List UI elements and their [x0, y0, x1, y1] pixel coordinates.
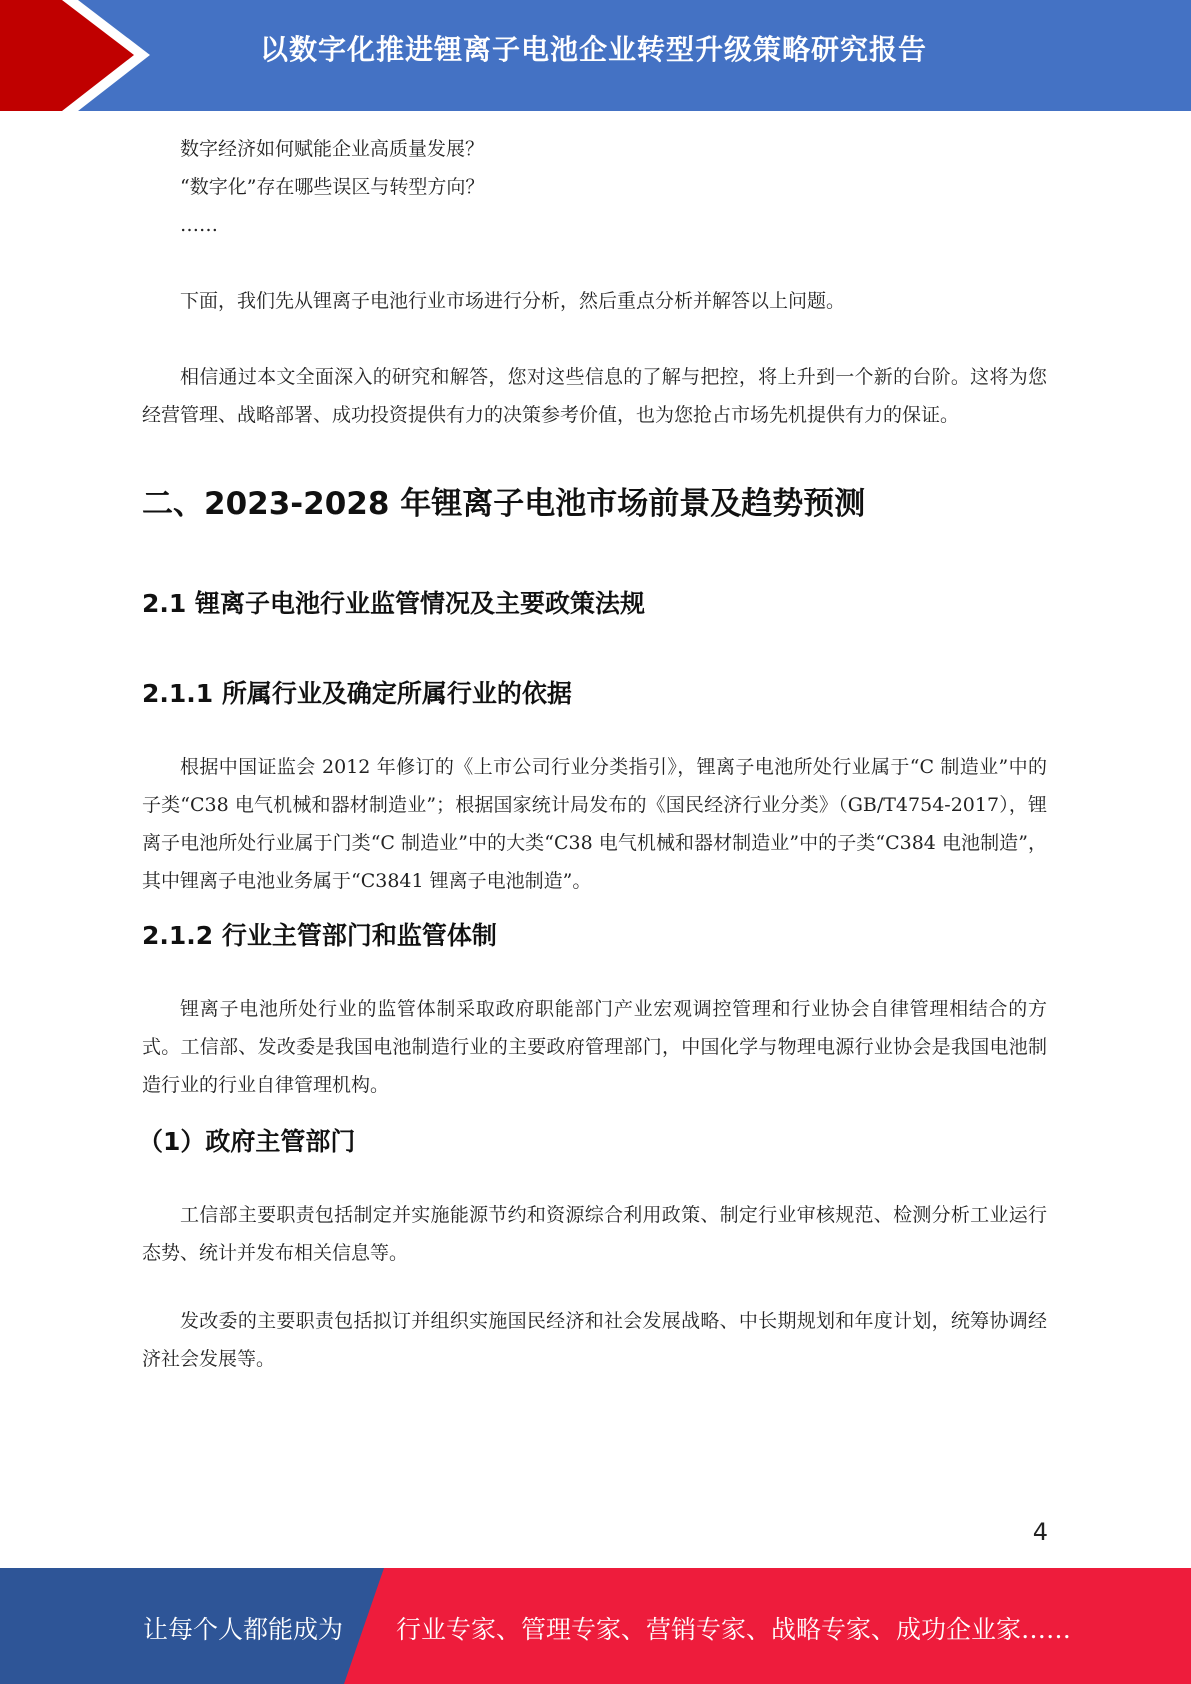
page-number: 4 [1032, 1518, 1048, 1546]
paragraph-intro-value: 相信通过本文全面深入的研究和解答，您对这些信息的了解与把控，将上升到一个新的台阶。这将为您经营管理、战略部署、成功投资提供有力的决策参考价值，也为您抢占市场先机提供有力的保证。 [142, 366, 1047, 426]
document-body [138, 130, 1047, 1378]
question-item: 数字经济如何赋能企业高质量发展？ [180, 138, 485, 160]
subsection-gov-dept-heading: （1）政府主管部门 [138, 1127, 356, 1156]
header-chevron-decoration [0, 0, 160, 111]
page-header [0, 0, 1191, 111]
section-2-1-1-heading: 2.1.1 所属行业及确定所属行业的依据 [142, 679, 572, 708]
footer-slogan-left: 让每个人都能成为 [143, 1615, 344, 1644]
question-ellipsis: …… [180, 214, 218, 236]
footer-slogan-right: 行业专家、管理专家、营销专家、战略专家、成功企业家…… [396, 1615, 1072, 1644]
section-2-1-heading: 2.1 锂离子电池行业监管情况及主要政策法规 [142, 589, 645, 618]
question-item: “数字化”存在哪些误区与转型方向？ [180, 176, 485, 198]
section-2-heading: 二、2023-2028 年锂离子电池市场前景及趋势预测 [142, 486, 866, 522]
paragraph-ndrc-duties: 发改委的主要职责包括拟订并组织实施国民经济和社会发展战略、中长期规划和年度计划，统筹协调经济社会发展等。 [142, 1310, 1047, 1370]
paragraph-industry-classification: 根据中国证监会 2012 年修订的《上市公司行业分类指引》，锂离子电池所处行业属于“C 制造业”中的子类“C38 电气机械和器材制造业”；根据国家统计局发布的《国民经济行业分类》（GB/T4754-2017），锂离子电池所处行业属于门类“C 制造业”中的大类“C38 电气机械和器材制造业”中的子类“C384 电池制造”，其中锂离子电池业务属于“C3841 锂离子电池制造”。 [142, 756, 1047, 892]
header-title: 以数字化推进锂离子电池企业转型升级策略研究报告 [260, 33, 928, 66]
page-footer [0, 1568, 1191, 1684]
paragraph-intro-analysis: 下面，我们先从锂离子电池行业市场进行分析，然后重点分析并解答以上问题。 [180, 290, 846, 312]
section-2-1-2-heading: 2.1.2 行业主管部门和监管体制 [142, 921, 497, 950]
paragraph-miit-duties: 工信部主要职责包括制定并实施能源节约和资源综合利用政策、制定行业审核规范、检测分析工业运行态势、统计并发布相关信息等。 [142, 1204, 1047, 1264]
paragraph-regulatory-system: 锂离子电池所处行业的监管体制采取政府职能部门产业宏观调控管理和行业协会自律管理相结合的方式。工信部、发改委是我国电池制造行业的主要政府管理部门，中国化学与物理电源行业协会是我国电池制造行业的行业自律管理机构。 [142, 998, 1047, 1096]
chevron-red-fill [0, 0, 134, 111]
